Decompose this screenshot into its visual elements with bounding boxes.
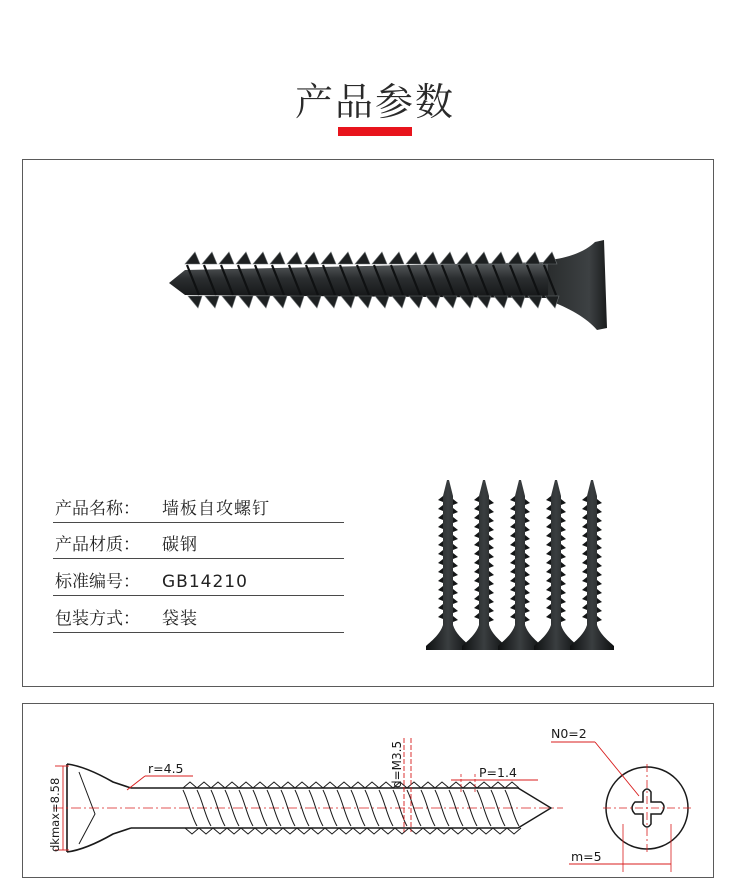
vertical-screw [534, 480, 578, 650]
pitch-label: P=1.4 [479, 765, 517, 780]
drawing-panel [22, 703, 714, 878]
spec-value: 袋装 [162, 609, 198, 629]
spec-label: 标准编号： [55, 572, 140, 592]
spec-row [53, 571, 344, 596]
spec-value: GB14210 [162, 572, 248, 592]
spec-label: 包装方式： [55, 609, 140, 629]
title-underline [338, 127, 412, 136]
spec-row [53, 608, 344, 633]
spec-label: 产品名称： [55, 499, 140, 519]
spec-row [53, 498, 344, 523]
vertical-screw [462, 480, 506, 650]
no-label: N0=2 [551, 726, 587, 741]
spec-value: 墙板自攻螺钉 [162, 499, 270, 519]
spec-row [53, 534, 344, 559]
r-label: r=4.5 [148, 761, 184, 776]
spec-value: 碳钢 [162, 535, 198, 555]
technical-drawing [23, 704, 713, 878]
spec-label: 产品材质： [55, 535, 140, 555]
section-title: 产品参数 [294, 80, 455, 124]
vertical-screw [498, 480, 542, 650]
d-label: d=M3.5 [390, 740, 404, 788]
dkmax-label: dkmax=8.58 [48, 777, 62, 852]
vertical-screw [426, 480, 470, 650]
vertical-screw [570, 480, 614, 650]
m-label: m=5 [571, 849, 602, 864]
product-panel [22, 159, 714, 687]
screw-vertical-images [426, 480, 614, 650]
